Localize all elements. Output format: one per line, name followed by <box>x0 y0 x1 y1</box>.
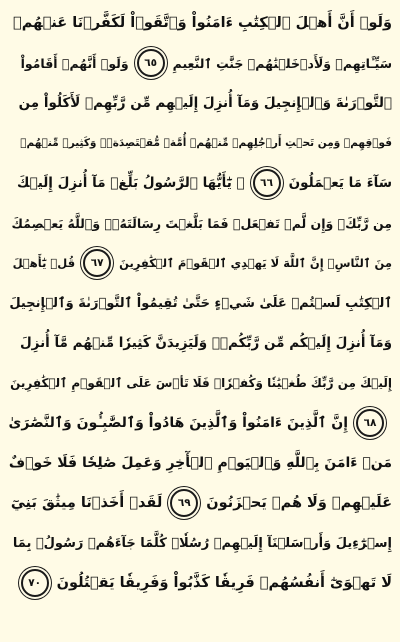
text-line <box>8 163 392 203</box>
text-line <box>8 3 392 43</box>
text-line <box>8 443 392 483</box>
text-line <box>8 483 392 523</box>
verse-text: لَقَدۡ أَخَذۡنَا مِيثَٰقَ بَنِيٓ <box>10 495 163 511</box>
verse-number-marker: ٦٧ <box>83 249 111 277</box>
verse-number-marker: ٦٨ <box>356 409 384 437</box>
text-line <box>8 523 392 563</box>
verse-text: ٱلتَّوۡرَىٰةَ وَٱلۡإِنجِيلَ وَمَآ أُنزِلَ إِلَيۡهِم مِّن رَّبِّهِمۡ لَأَكَلُواْ مِن <box>18 95 392 111</box>
verse-number-marker: ٦٥ <box>137 49 165 77</box>
verse-text: سَيِّـَٔاتِهِمۡ وَلَأَدۡخَلۡنَٰهُمۡ جَنَّٰتِ ٱلنَّعِيمِ <box>172 55 392 71</box>
verse-text: مِنَ ٱلنَّاسِۗ إِنَّ ٱللَّهَ لَا يَهۡدِي ٱلۡقَوۡمَ ٱلۡكَٰفِرِينَ <box>119 256 392 270</box>
verse-text: إِلَيۡكَ مِن رَّبِّكَ طُغۡيَٰنٗا وَكُفۡرٗاۖ فَلَا تَأۡسَ عَلَى ٱلۡقَوۡمِ ٱلۡكَٰفِرِينَ <box>10 376 392 390</box>
verse-text: سَآءَ مَا يَعۡمَلُونَ <box>288 175 392 191</box>
text-line <box>8 323 392 363</box>
text-line <box>8 243 392 283</box>
text-line <box>8 203 392 243</box>
text-line <box>8 563 392 603</box>
verse-text: مَنۡ ءَامَنَ بِٱللَّهِ وَٱلۡيَوۡمِ ٱلۡأٓخِرِ وَعَمِلَ صَٰلِحٗا فَلَا خَوۡفٌ <box>8 455 392 471</box>
text-line <box>8 363 392 403</box>
verse-text: مِن رَّبِّكَۖ وَإِن لَّمۡ تَفۡعَلۡ فَمَا بَلَّغۡتَ رِسَالَتَهُۥۚ وَٱللَّهُ يَعۡصِمُكَ <box>11 215 392 231</box>
text-line <box>8 43 392 83</box>
text-line <box>8 83 392 123</box>
text-line <box>8 403 392 443</box>
verse-text: إِنَّ ٱلَّذِينَ ءَامَنُواْ وَٱلَّذِينَ هَادُواْ وَٱلصَّٰبِـُٔونَ وَٱلنَّصَٰرَىٰ <box>8 415 348 431</box>
verse-text: عَلَيۡهِمۡ وَلَا هُمۡ يَحۡزَنُونَ <box>206 495 392 511</box>
text-line <box>8 123 392 163</box>
verse-text: فَوۡقِهِمۡ وَمِن تَحۡتِ أَرۡجُلِهِمۚ مِّنۡهُمۡ أُمَّةٞ مُّقۡتَصِدَةٞۖ وَكَثِيرٞ مِّنۡهُمۡ <box>20 137 392 149</box>
verse-text: وَمَآ أُنزِلَ إِلَيۡكُم مِّن رَّبِّكُمۡۗ وَلَيَزِيدَنَّ كَثِيرٗا مِّنۡهُم مَّآ أُنزِلَ <box>19 335 392 351</box>
verse-text: قُلۡ يَٰٓأَهۡلَ <box>12 256 76 270</box>
verse-text: ٱلۡكِتَٰبِ لَسۡتُمۡ عَلَىٰ شَيۡءٍ حَتَّىٰ تُقِيمُواْ ٱلتَّوۡرَىٰةَ وَٱلۡإِنجِيلَ <box>9 295 392 311</box>
text-line <box>8 283 392 323</box>
verse-text: لَا تَهۡوَىٰٓ أَنفُسُهُمۡ فَرِيقٗا كَذَّبُواْ وَفَرِيقٗا يَقۡتُلُونَ <box>56 575 392 591</box>
verse-text: وَلَوۡ أَنَّهُمۡ أَقَامُواْ <box>20 55 129 71</box>
verse-number-marker: ٦٩ <box>170 489 198 517</box>
verse-number-marker: ٦٦ <box>253 169 281 197</box>
verse-text: إِسۡرَٰٓءِيلَ وَأَرۡسَلۡنَآ إِلَيۡهِمۡ رُسُلٗاۖ كُلَّمَا جَآءَهُمۡ رَسُولُۢ بِمَا <box>12 535 392 551</box>
verse-number-marker: ٧٠ <box>21 569 49 597</box>
verse-text: وَلَوۡ أَنَّ أَهۡلَ ٱلۡكِتَٰبِ ءَامَنُواْ وَٱتَّقَوۡاْ لَكَفَّرۡنَا عَنۡهُمۡ <box>13 15 392 31</box>
verse-text: ۞ يَٰٓأَيُّهَا ٱلرَّسُولُ بَلِّغۡ مَآ أُنزِلَ إِلَيۡكَ <box>17 175 245 191</box>
